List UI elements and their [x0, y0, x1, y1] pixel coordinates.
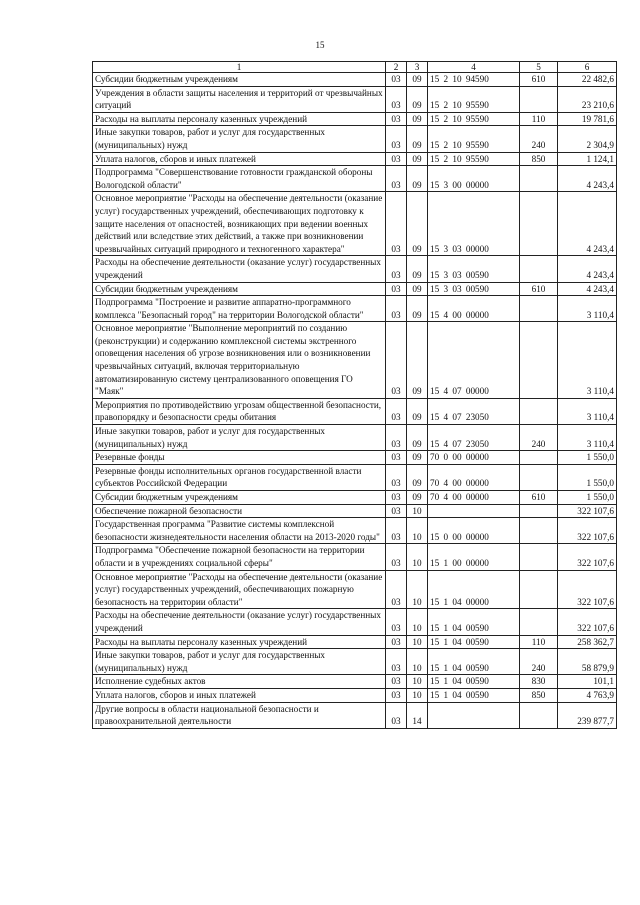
row-amount: 322 107,6 — [558, 504, 617, 518]
row-target-code: 15 3 00 00000 — [428, 166, 520, 192]
row-subsection: 09 — [407, 256, 428, 282]
row-amount: 3 110,4 — [558, 296, 617, 322]
row-section: 03 — [386, 73, 407, 87]
row-amount: 258 362,7 — [558, 635, 617, 649]
row-section: 03 — [386, 635, 407, 649]
table-row — [93, 609, 617, 635]
row-name: Резервные фонды — [93, 451, 386, 465]
row-subsection: 09 — [407, 86, 428, 112]
row-target-code: 15 2 10 94590 — [428, 73, 520, 87]
row-section: 03 — [386, 86, 407, 112]
row-section: 03 — [386, 544, 407, 570]
row-expense-type — [520, 702, 558, 728]
table-row — [93, 464, 617, 490]
table-row — [93, 152, 617, 166]
row-section: 03 — [386, 256, 407, 282]
table-row — [93, 688, 617, 702]
row-section: 03 — [386, 491, 407, 505]
table-row — [93, 192, 617, 256]
row-subsection: 10 — [407, 518, 428, 544]
row-section: 03 — [386, 570, 407, 609]
row-amount: 4 243,4 — [558, 282, 617, 296]
row-target-code: 15 2 10 95590 — [428, 126, 520, 152]
row-amount: 4 763,9 — [558, 688, 617, 702]
row-name: Субсидии бюджетным учреждениям — [93, 73, 386, 87]
row-section: 03 — [386, 649, 407, 675]
row-expense-type: 610 — [520, 491, 558, 505]
row-target-code: 15 2 10 95590 — [428, 152, 520, 166]
row-section: 03 — [386, 518, 407, 544]
row-target-code: 15 4 07 23050 — [428, 398, 520, 424]
row-expense-type: 830 — [520, 675, 558, 689]
row-amount: 1 124,1 — [558, 152, 617, 166]
table-row — [93, 86, 617, 112]
row-subsection: 09 — [407, 166, 428, 192]
row-amount: 322 107,6 — [558, 609, 617, 635]
row-section: 03 — [386, 464, 407, 490]
row-amount: 3 110,4 — [558, 398, 617, 424]
row-target-code: 15 1 00 00000 — [428, 544, 520, 570]
row-subsection: 10 — [407, 649, 428, 675]
row-amount: 322 107,6 — [558, 570, 617, 609]
table-row — [93, 282, 617, 296]
row-name: Обеспечение пожарной безопасности — [93, 504, 386, 518]
row-target-code: 15 1 04 00590 — [428, 675, 520, 689]
row-amount: 2 304,9 — [558, 126, 617, 152]
row-section: 03 — [386, 192, 407, 256]
row-expense-type — [520, 451, 558, 465]
row-subsection: 09 — [407, 192, 428, 256]
row-expense-type: 110 — [520, 635, 558, 649]
row-name: Расходы на выплаты персоналу казенных учреждений — [93, 112, 386, 126]
table-row — [93, 166, 617, 192]
row-section: 03 — [386, 425, 407, 451]
row-subsection: 09 — [407, 73, 428, 87]
header-expense-type: 5 — [520, 62, 558, 73]
row-subsection: 10 — [407, 688, 428, 702]
row-target-code: 15 4 00 00000 — [428, 296, 520, 322]
table-row — [93, 570, 617, 609]
row-amount: 239 877,7 — [558, 702, 617, 728]
row-expense-type: 240 — [520, 126, 558, 152]
row-amount: 322 107,6 — [558, 544, 617, 570]
row-amount: 19 781,6 — [558, 112, 617, 126]
row-target-code: 15 2 10 95590 — [428, 112, 520, 126]
row-section: 03 — [386, 296, 407, 322]
row-expense-type: 240 — [520, 425, 558, 451]
row-expense-type — [520, 609, 558, 635]
row-subsection: 14 — [407, 702, 428, 728]
row-section: 03 — [386, 688, 407, 702]
row-name: Расходы на обеспечение деятельности (оказание услуг) государственных учреждений — [93, 256, 386, 282]
row-subsection: 09 — [407, 322, 428, 399]
row-amount: 1 550,0 — [558, 491, 617, 505]
row-expense-type — [520, 166, 558, 192]
row-name: Государственная программа "Развитие системы комплексной безопасности жизнедеятельности населения области на 2013-2020 годы" — [93, 518, 386, 544]
row-amount: 4 243,4 — [558, 192, 617, 256]
row-expense-type: 110 — [520, 112, 558, 126]
row-expense-type: 240 — [520, 649, 558, 675]
row-name: Подпрограмма "Построение и развитие аппаратно-программного комплекса "Безопасный город" на территории Вологодской области" — [93, 296, 386, 322]
row-section: 03 — [386, 398, 407, 424]
row-expense-type — [520, 504, 558, 518]
row-subsection: 09 — [407, 464, 428, 490]
table-row — [93, 491, 617, 505]
row-name: Основное мероприятие "Выполнение мероприятий по созданию (реконструкции) и содержанию комплексной системы экстренного оповещения населения об угрозе возникновения или о возникновении чрезвычайных ситуаций, включая территориальную автоматизированную систему централизованного оповещения ГО "Маяк" — [93, 322, 386, 399]
row-amount: 3 110,4 — [558, 425, 617, 451]
header-target-code: 4 — [428, 62, 520, 73]
row-section: 03 — [386, 126, 407, 152]
header-name: 1 — [93, 62, 386, 73]
row-amount: 22 482,6 — [558, 73, 617, 87]
row-name: Иные закупки товаров, работ и услуг для государственных (муниципальных) нужд — [93, 425, 386, 451]
table-row — [93, 425, 617, 451]
row-expense-type: 850 — [520, 688, 558, 702]
row-amount: 4 243,4 — [558, 256, 617, 282]
row-target-code: 70 0 00 00000 — [428, 451, 520, 465]
header-section: 2 — [386, 62, 407, 73]
row-subsection: 09 — [407, 282, 428, 296]
table-row — [93, 702, 617, 728]
row-subsection: 10 — [407, 609, 428, 635]
row-subsection: 09 — [407, 425, 428, 451]
header-amount: 6 — [558, 62, 617, 73]
row-amount: 4 243,4 — [558, 166, 617, 192]
header-subsection: 3 — [407, 62, 428, 73]
row-subsection: 09 — [407, 491, 428, 505]
row-expense-type — [520, 86, 558, 112]
row-name: Резервные фонды исполнительных органов государственной власти субъектов Российской Федерации — [93, 464, 386, 490]
table-row — [93, 518, 617, 544]
row-expense-type — [520, 518, 558, 544]
table-row — [93, 398, 617, 424]
row-name: Уплата налогов, сборов и иных платежей — [93, 688, 386, 702]
table-row — [93, 256, 617, 282]
row-name: Расходы на выплаты персоналу казенных учреждений — [93, 635, 386, 649]
row-name: Мероприятия по противодействию угрозам общественной безопасности, правопорядку и безопасности среды обитания — [93, 398, 386, 424]
row-target-code: 15 3 03 00590 — [428, 256, 520, 282]
row-expense-type — [520, 398, 558, 424]
row-section: 03 — [386, 675, 407, 689]
row-name: Учреждения в области защиты населения и территорий от чрезвычайных ситуаций — [93, 86, 386, 112]
table-row — [93, 126, 617, 152]
row-amount: 3 110,4 — [558, 322, 617, 399]
page-number: 15 — [315, 40, 325, 50]
row-target-code: 15 4 07 00000 — [428, 322, 520, 399]
row-expense-type — [520, 544, 558, 570]
row-section: 03 — [386, 112, 407, 126]
table-row — [93, 73, 617, 87]
row-target-code: 15 0 00 00000 — [428, 518, 520, 544]
table-row — [93, 451, 617, 465]
row-target-code: 15 2 10 95590 — [428, 86, 520, 112]
row-expense-type — [520, 570, 558, 609]
row-subsection: 10 — [407, 544, 428, 570]
row-expense-type — [520, 256, 558, 282]
table-row — [93, 322, 617, 399]
row-name: Подпрограмма "Обеспечение пожарной безопасности на территории области и в учреждениях социальной сферы" — [93, 544, 386, 570]
row-expense-type — [520, 322, 558, 399]
row-target-code — [428, 504, 520, 518]
row-name: Основное мероприятие "Расходы на обеспечение деятельности (оказание услуг) государственных учреждений, обеспечивающих пожарную безопасность на территории области" — [93, 570, 386, 609]
row-name: Уплата налогов, сборов и иных платежей — [93, 152, 386, 166]
row-section: 03 — [386, 504, 407, 518]
row-amount: 101,1 — [558, 675, 617, 689]
row-expense-type: 850 — [520, 152, 558, 166]
row-target-code: 70 4 00 00000 — [428, 464, 520, 490]
row-target-code: 15 3 03 00000 — [428, 192, 520, 256]
row-target-code: 15 4 07 23050 — [428, 425, 520, 451]
row-subsection: 10 — [407, 504, 428, 518]
table-row — [93, 635, 617, 649]
row-target-code: 15 1 04 00590 — [428, 688, 520, 702]
row-subsection: 10 — [407, 570, 428, 609]
row-expense-type: 610 — [520, 73, 558, 87]
budget-table — [92, 61, 617, 729]
row-section: 03 — [386, 166, 407, 192]
row-subsection: 09 — [407, 126, 428, 152]
table-row — [93, 296, 617, 322]
row-subsection: 10 — [407, 635, 428, 649]
row-section: 03 — [386, 609, 407, 635]
row-name: Иные закупки товаров, работ и услуг для государственных (муниципальных) нужд — [93, 649, 386, 675]
row-expense-type: 610 — [520, 282, 558, 296]
row-amount: 58 879,9 — [558, 649, 617, 675]
table-row — [93, 112, 617, 126]
row-name: Иные закупки товаров, работ и услуг для государственных (муниципальных) нужд — [93, 126, 386, 152]
row-amount: 1 550,0 — [558, 464, 617, 490]
row-target-code: 15 1 04 00590 — [428, 609, 520, 635]
row-subsection: 09 — [407, 112, 428, 126]
row-name: Расходы на обеспечение деятельности (оказание услуг) государственных учреждений — [93, 609, 386, 635]
table-row — [93, 544, 617, 570]
row-expense-type — [520, 192, 558, 256]
row-subsection: 09 — [407, 296, 428, 322]
row-section: 03 — [386, 152, 407, 166]
row-subsection: 09 — [407, 451, 428, 465]
row-target-code: 15 1 04 00590 — [428, 649, 520, 675]
header-row — [93, 62, 617, 73]
row-name: Основное мероприятие "Расходы на обеспечение деятельности (оказание услуг) государственных учреждений, обеспечивающих подготовку к защите населения от опасностей, возникающих при ведении военных действий или вследствие этих действий, а также при возникновении чрезвычайных ситуаций природного и техногенного характера" — [93, 192, 386, 256]
row-name: Субсидии бюджетным учреждениям — [93, 282, 386, 296]
table-row — [93, 649, 617, 675]
row-expense-type — [520, 464, 558, 490]
row-name: Другие вопросы в области национальной безопасности и правоохранительной деятельности — [93, 702, 386, 728]
row-section: 03 — [386, 282, 407, 296]
row-amount: 1 550,0 — [558, 451, 617, 465]
row-section: 03 — [386, 702, 407, 728]
row-amount: 322 107,6 — [558, 518, 617, 544]
table-body — [93, 73, 617, 729]
row-section: 03 — [386, 322, 407, 399]
row-target-code: 15 1 04 00000 — [428, 570, 520, 609]
row-target-code: 15 3 03 00590 — [428, 282, 520, 296]
row-name: Исполнение судебных актов — [93, 675, 386, 689]
row-subsection: 09 — [407, 152, 428, 166]
row-target-code — [428, 702, 520, 728]
table-row — [93, 675, 617, 689]
row-name: Субсидии бюджетным учреждениям — [93, 491, 386, 505]
row-subsection: 09 — [407, 398, 428, 424]
row-target-code: 70 4 00 00000 — [428, 491, 520, 505]
row-expense-type — [520, 296, 558, 322]
row-section: 03 — [386, 451, 407, 465]
row-name: Подпрограмма "Совершенствование готовности гражданской обороны Вологодской области" — [93, 166, 386, 192]
table-row — [93, 504, 617, 518]
row-target-code: 15 1 04 00590 — [428, 635, 520, 649]
row-amount: 23 210,6 — [558, 86, 617, 112]
row-subsection: 10 — [407, 675, 428, 689]
